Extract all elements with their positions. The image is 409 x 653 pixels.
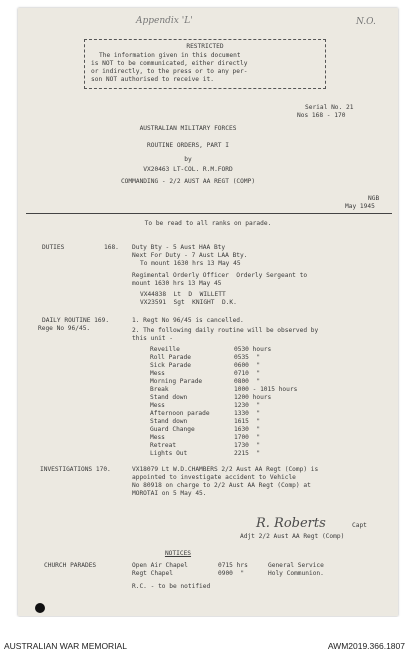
investigations-line: No 80918 on charge to 2/2 Aust AA Regt (Comp) at [132,482,311,489]
routine-item: Retreat [150,442,177,449]
routine-item: Mess [150,370,165,377]
notice-cell: Open Air Chapel [132,562,188,569]
routine-item: Reveille [150,346,180,353]
duties-line: Next For Duty - 7 Aust LAA Bty. [132,252,248,259]
restricted-line: The information given in this document [99,52,241,59]
duties-line: mount 1630 hrs 13 May 45 [132,280,222,287]
routine-line: 1. Regt No 96/45 is cancelled. [132,317,244,324]
routine-line: this unit - [132,335,173,342]
routine-time: 1230 " [234,402,261,409]
investigations-line: appointed to investigate accident to Vehicle [132,474,296,481]
restricted-heading: RESTRICTED [186,43,224,50]
signature-scrawl: R. Roberts [256,516,326,531]
document-page [18,8,398,616]
title-line-3: by [184,156,192,163]
duties-line: VX44838 Lt D WILLETT [140,291,226,298]
notice-cell: 0900 " [218,570,245,577]
routine-item: Morning Parade [150,378,203,385]
annotation-no: N.O. [356,17,376,27]
routine-item: Sick Parade [150,362,191,369]
restricted-line: or indirectly, to the press or to any per- [91,68,248,75]
routine-time: 0600 " [234,362,261,369]
routine-item: Break [150,386,169,393]
footer-accession-number: AWM2019.366.1807 [327,641,405,651]
title-line-4: VX20463 LT-COL. R.M.FORD [143,166,233,173]
title-line-1: AUSTRALIAN MILITARY FORCES [139,125,237,132]
punch-hole [35,603,45,613]
routine-line: 2. The following daily routine will be observed by [132,327,319,334]
routine-item: Mess [150,434,165,441]
footer-institution: AUSTRALIAN WAR MEMORIAL [4,641,127,651]
routine-time: 1630 " [234,426,261,433]
duties-line: Regimental Orderly Officer Orderly Sergeant to [132,272,308,279]
routine-time: 2215 " [234,450,261,457]
routine-time: 1700 " [234,434,261,441]
date: May 1945 [345,203,375,210]
annotation-appendix: Appendix 'L' [136,16,193,26]
divider-rule [26,213,392,214]
notice-cell: Holy Communion. [268,570,324,577]
routine-item: Lights Out [150,450,188,457]
title-line-5: COMMANDING - 2/2 AUST AA REGT (COMP) [120,178,256,185]
notice-cell: General Service [268,562,324,569]
routine-item: Stand down [150,394,188,401]
daily-routine-label: DAILY ROUTINE 169. [42,317,110,324]
signature-line: Adjt 2/2 Aust AA Regt (Comp) [240,533,345,540]
routine-item: Guard Change [150,426,195,433]
notice-cell: 0715 hrs [218,562,248,569]
church-parades-label: CHURCH PARADES [44,562,97,569]
archive-footer [0,617,409,653]
routine-time: 1615 " [234,418,261,425]
routine-item: Afternoon parade [150,410,210,417]
routine-time: 0800 " [234,378,261,385]
duties-number: 168. [104,244,119,251]
routine-time: 1330 " [234,410,261,417]
investigations-line: MOROTAI on 5 May 45. [132,490,207,497]
restricted-line: son NOT authorised to receive it. [91,76,214,83]
restricted-line: is NOT to be communicated, either directly [91,60,248,67]
routine-time: 0535 " [234,354,261,361]
routine-time: 1200 hours [234,394,272,401]
routine-item: Stand down [150,418,188,425]
order-numbers: Nos 168 - 170 [297,112,346,119]
notice-rc: R.C. - to be notified [132,583,211,590]
routine-item: Mess [150,402,165,409]
investigations-label: INVESTIGATIONS 170. [40,466,111,473]
restricted-box [84,39,326,89]
daily-routine-ref: Rege No 96/45. [38,325,91,332]
title-line-2: ROUTINE ORDERS, PART I [147,142,229,149]
routine-time: 1730 " [234,442,261,449]
investigations-line: VX18079 Lt W.D.CHAMBERS 2/2 Aust AA Regt (Comp) is [132,466,319,473]
duties-label: DUTIES [42,244,65,251]
duties-line: To mount 1630 hrs 13 May 45 [140,260,241,267]
routine-item: Roll Parade [150,354,191,361]
notice-cell: Regt Chapel [132,570,173,577]
place: NGB [368,195,380,202]
routine-time: 0530 hours [234,346,272,353]
notices-heading: NOTICES [164,550,192,557]
routine-time: 1000 - 1015 hours [234,386,298,393]
read-notice: To be read to all ranks on parade. [144,220,272,227]
duties-line: VX23591 Sgt KNIGHT D.K. [140,299,237,306]
serial-number: Serial No. 21 [305,104,354,111]
signature-rank: Capt [352,522,367,529]
duties-line: Duty Bty - 5 Aust HAA Bty [132,244,226,251]
routine-time: 0710 " [234,370,261,377]
